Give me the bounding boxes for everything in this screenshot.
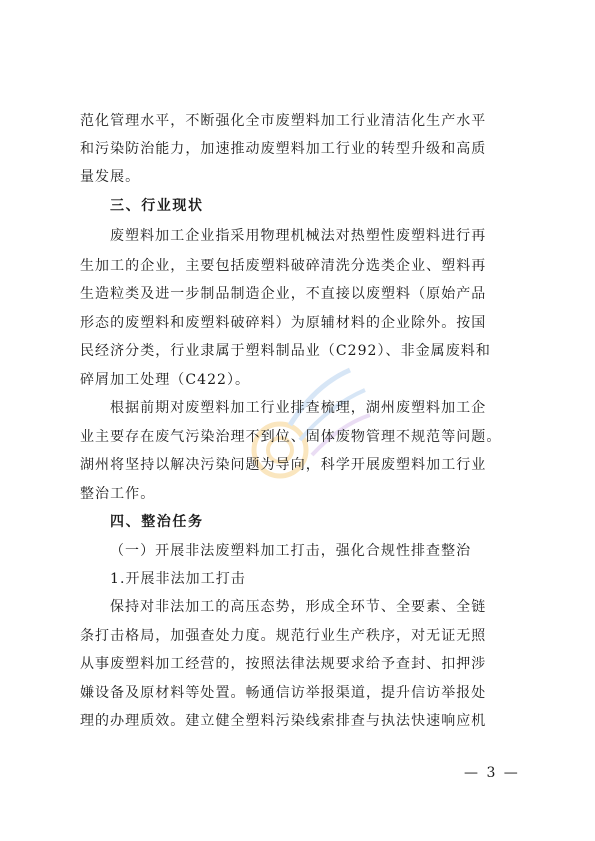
body-line: 根据前期对废塑料加工行业排查梳理，湖州废塑料加工企 — [110, 400, 487, 416]
page-number: — 3 — — [464, 765, 520, 781]
body-line: 量发展。 — [80, 169, 141, 185]
body-line: 碎屑加工处理（C422）。 — [80, 372, 251, 388]
body-line: 形态的废塑料和废塑料破碎料）为原辅材料的企业除外。按国 — [80, 315, 487, 331]
body-line: 生加工的企业，主要包括废塑料破碎清洗分选类企业、塑料再 — [80, 258, 487, 274]
body-line: 民经济分类，行业隶属于塑料制品业（C292）、非金属废料和 — [80, 343, 491, 359]
body-line: 理的办理质效。建立健全塑料污染线索排查与执法快速响应机 — [80, 713, 487, 729]
body-line: 条打击格局，加强查处力度。规范行业生产秩序，对无证无照 — [80, 628, 487, 644]
body-line: 保持对非法加工的高压态势，形成全环节、全要素、全链 — [110, 599, 487, 615]
body-line: 整治工作。 — [80, 486, 156, 502]
item-heading: 1.开展非法加工打击 — [110, 571, 246, 587]
section-heading-rectification-tasks: 四、整治任务 — [110, 514, 204, 530]
body-line: 湖州将坚持以解决污染问题为导向，科学开展废塑料加工行业 — [80, 457, 487, 473]
body-line: 生造粒类及进一步制品制造企业，不直接以废塑料（原始产品 — [80, 286, 487, 302]
body-line: 嫌设备及原材料等处置。畅通信访举报渠道，提升信访举报处 — [80, 685, 487, 701]
section-heading-industry-status: 三、行业现状 — [110, 198, 204, 214]
body-line: 废塑料加工企业指采用物理机械法对热塑性废塑料进行再 — [110, 228, 487, 244]
body-line: 范化管理水平，不断强化全市废塑料加工行业清洁化生产水平 — [80, 113, 487, 129]
body-line: 和污染防治能力，加速推动废塑料加工行业的转型升级和高质 — [80, 141, 487, 157]
body-line: 从事废塑料加工经营的，按照法律法规要求给予查封、扣押涉 — [80, 656, 487, 672]
body-line: 业主要存在废气污染治理不到位、固体废物管理不规范等问题。 — [80, 429, 502, 445]
subsection-heading: （一）开展非法废塑料加工打击，强化合规性排查整治 — [110, 543, 472, 559]
